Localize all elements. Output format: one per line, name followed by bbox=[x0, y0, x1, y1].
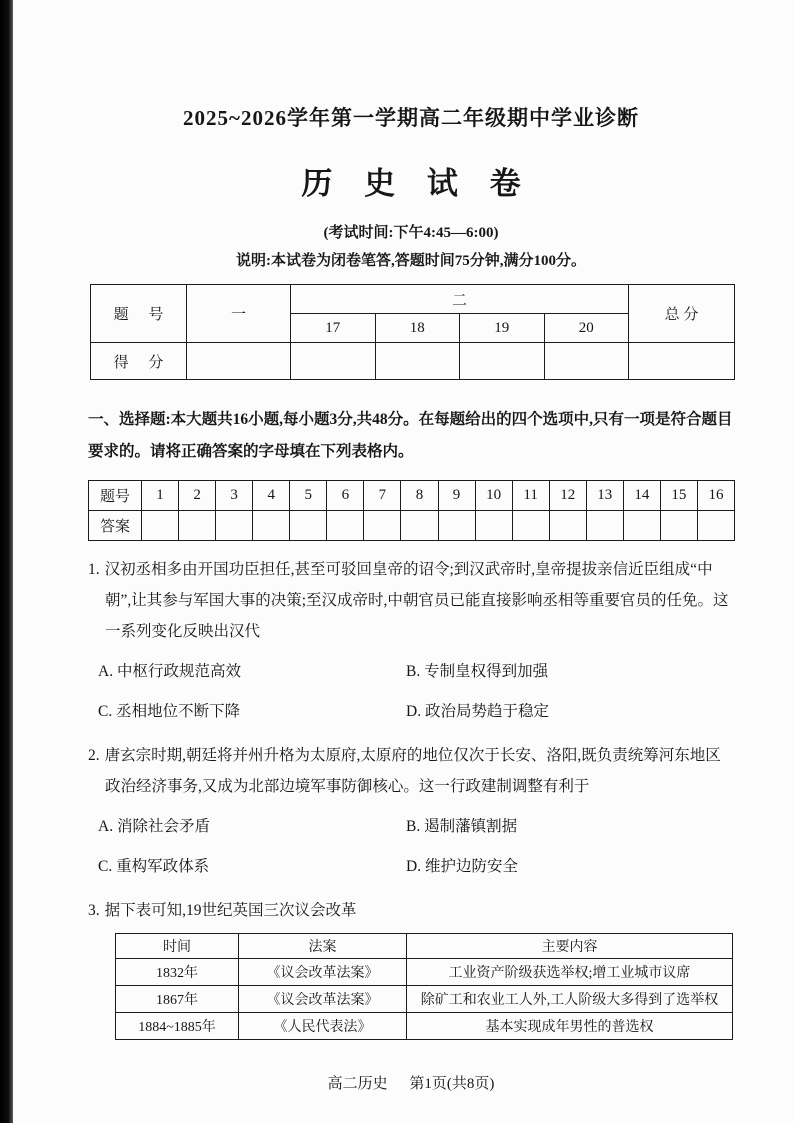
score-cell bbox=[187, 343, 291, 380]
subject-title: 历 史 试 卷 bbox=[301, 166, 533, 201]
question-stem: 唐玄宗时期,朝廷将并州升格为太原府,太原府的地位仅次于长安、洛阳,既负责统筹河东地区政治经济事务,又成为北部边境军事防御核心。这一行政建制调整有利于 bbox=[104, 746, 721, 795]
question-stem: 汉初丞相多由开国功臣担任,甚至可驳回皇帝的诏令;到汉武帝时,皇帝提拔亲信近臣组成“中朝”,让其参与军国大事的决策;至汉成帝时,中朝官员已能直接影响丞相等重要官员的任免。这一系列变化反映出汉代 bbox=[104, 560, 729, 640]
answer-table-col: 16 bbox=[697, 480, 734, 510]
answer-cell bbox=[623, 510, 660, 540]
option-c: C. 丞相地位不断下降 bbox=[98, 702, 241, 720]
section-1-heading: 一、选择题:本大题共16小题,每小题3分,共48分。在每题给出的四个选项中,只有一项是符合题目要求的。请将正确答案的字母填在下列表格内。 bbox=[88, 411, 733, 460]
answer-cell bbox=[475, 510, 512, 540]
answer-cell bbox=[660, 510, 697, 540]
question-number: 3. bbox=[88, 901, 100, 919]
question-3-text bbox=[88, 895, 734, 926]
answer-table-col: 15 bbox=[660, 480, 697, 510]
answer-cell bbox=[216, 510, 253, 540]
answer-table-col: 5 bbox=[290, 480, 327, 510]
score-table bbox=[90, 284, 735, 380]
reform-cell: 《人民代表法》 bbox=[239, 1012, 407, 1039]
answer-cell bbox=[697, 510, 734, 540]
answer-cell bbox=[549, 510, 586, 540]
reform-table-header-content: 主要内容 bbox=[407, 933, 733, 958]
score-cell bbox=[291, 343, 376, 380]
score-cell bbox=[460, 343, 545, 380]
score-table-sub-18: 18 bbox=[375, 314, 460, 343]
answer-cell bbox=[401, 510, 438, 540]
answer-table-col: 11 bbox=[512, 480, 549, 510]
exam-title: 2025~2026学年第一学期高二年级期中学业诊断 bbox=[183, 106, 639, 130]
score-table-sub-19: 19 bbox=[460, 314, 545, 343]
answer-table-col: 1 bbox=[142, 480, 179, 510]
reform-table-header-act: 法案 bbox=[239, 933, 407, 958]
answer-cell bbox=[253, 510, 290, 540]
score-table-sub-17: 17 bbox=[291, 314, 376, 343]
question-number: 2. bbox=[88, 746, 100, 764]
score-table-score-label: 得 分 bbox=[91, 343, 187, 380]
answer-table-qnum-label: 题号 bbox=[89, 480, 142, 510]
reform-cell: 《议会改革法案》 bbox=[239, 958, 407, 985]
option-a: A. 消除社会矛盾 bbox=[98, 817, 210, 835]
question-2-options bbox=[88, 811, 734, 882]
answer-table-col: 9 bbox=[438, 480, 475, 510]
answer-table-col: 6 bbox=[327, 480, 364, 510]
score-table-part-one: 一 bbox=[187, 285, 291, 343]
reform-table-header-time: 时间 bbox=[116, 933, 239, 958]
answer-table-col: 4 bbox=[253, 480, 290, 510]
answer-cell bbox=[364, 510, 401, 540]
answer-table-answer-label: 答案 bbox=[89, 510, 142, 540]
score-table-total-label: 总 分 bbox=[629, 285, 735, 343]
reform-table bbox=[115, 933, 733, 1040]
answer-table-col: 3 bbox=[216, 480, 253, 510]
option-b: B. 遏制藩镇割据 bbox=[406, 817, 518, 835]
answer-table-col: 13 bbox=[586, 480, 623, 510]
answer-cell bbox=[438, 510, 475, 540]
exam-time: (考试时间:下午4:45—6:00) bbox=[323, 225, 499, 241]
score-cell bbox=[544, 343, 629, 380]
answer-table-col: 8 bbox=[401, 480, 438, 510]
answer-cell bbox=[327, 510, 364, 540]
question-1 bbox=[88, 554, 734, 727]
reform-cell: 工业资产阶级获选举权;增工业城市议席 bbox=[407, 958, 733, 985]
answer-table-col: 7 bbox=[364, 480, 401, 510]
footer-page-number: 第1页(共8页) bbox=[409, 1075, 495, 1092]
option-c: C. 重构军政体系 bbox=[98, 857, 210, 875]
option-d: D. 政治局势趋于稳定 bbox=[406, 702, 549, 720]
option-d: D. 维护边防安全 bbox=[406, 857, 518, 875]
page-footer bbox=[88, 1072, 734, 1093]
score-cell bbox=[375, 343, 460, 380]
score-cell bbox=[629, 343, 735, 380]
answer-table-col: 2 bbox=[179, 480, 216, 510]
option-b: B. 专制皇权得到加强 bbox=[406, 662, 549, 680]
answer-cell bbox=[290, 510, 327, 540]
question-stem: 据下表可知,19世纪英国三次议会改革 bbox=[104, 901, 357, 919]
reform-cell: 1832年 bbox=[116, 958, 239, 985]
answer-table-col: 10 bbox=[475, 480, 512, 510]
reform-cell: 《议会改革法案》 bbox=[239, 985, 407, 1012]
reform-cell: 除矿工和农业工人外,工人阶级大多得到了选举权 bbox=[407, 985, 733, 1012]
question-2-text bbox=[88, 740, 734, 802]
question-3 bbox=[88, 895, 734, 926]
option-a: A. 中枢行政规范高效 bbox=[98, 662, 241, 680]
score-table-q-label: 题 号 bbox=[91, 285, 187, 343]
question-2 bbox=[88, 740, 734, 882]
answer-table-col: 14 bbox=[623, 480, 660, 510]
exam-note: 说明:本试卷为闭卷笔答,答题时间75分钟,满分100分。 bbox=[236, 253, 586, 269]
answer-cell bbox=[512, 510, 549, 540]
reform-cell: 1884~1885年 bbox=[116, 1012, 239, 1039]
answer-cell bbox=[142, 510, 179, 540]
footer-course: 高二历史 bbox=[327, 1075, 388, 1092]
score-table-sub-20: 20 bbox=[544, 314, 629, 343]
answer-cell bbox=[179, 510, 216, 540]
question-number: 1. bbox=[88, 560, 100, 578]
question-1-options bbox=[88, 656, 734, 727]
answer-table bbox=[88, 480, 735, 541]
reform-cell: 基本实现成年男性的普选权 bbox=[407, 1012, 733, 1039]
question-1-text bbox=[88, 554, 734, 647]
reform-cell: 1867年 bbox=[116, 985, 239, 1012]
answer-cell bbox=[586, 510, 623, 540]
score-table-part-two: 二 bbox=[291, 285, 629, 314]
answer-table-col: 12 bbox=[549, 480, 586, 510]
